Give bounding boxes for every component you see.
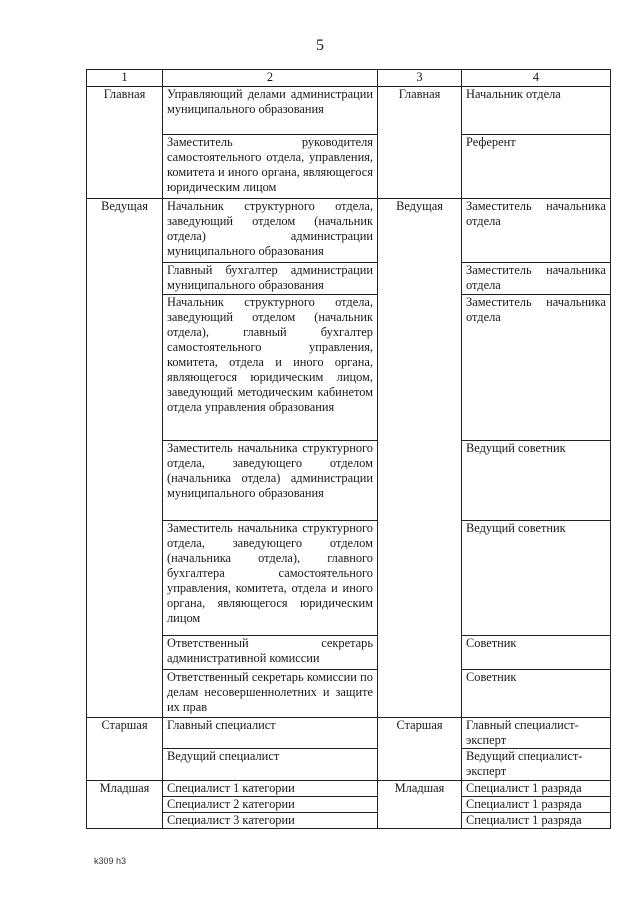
table-row xyxy=(87,813,611,829)
table-row xyxy=(87,670,611,718)
group-cell-col3: Младшая xyxy=(378,781,462,829)
title-cell: Заместитель начальника отдела xyxy=(462,263,611,295)
position-cell: Начальник структурного отдела, заведующий отделом (начальник отдела) администрации муниципального образования xyxy=(163,199,378,263)
title-cell: Советник xyxy=(462,636,611,670)
table-row xyxy=(87,295,611,441)
group-cell: Ведущая xyxy=(87,199,163,718)
table-row xyxy=(87,718,611,749)
table-row xyxy=(87,749,611,781)
title-cell: Специалист 1 разряда xyxy=(462,813,611,829)
table-row xyxy=(87,87,611,135)
position-cell: Заместитель начальника структурного отдела, заведующего отделом (начальника отдела) администрации муниципального образования xyxy=(163,441,378,521)
position-cell: Ответственный секретарь административной комиссии xyxy=(163,636,378,670)
title-cell: Референт xyxy=(462,135,611,199)
title-cell: Ведущий советник xyxy=(462,441,611,521)
position-cell: Главный бухгалтер администрации муниципального образования xyxy=(163,263,378,295)
position-cell: Специалист 2 категории xyxy=(163,797,378,813)
title-cell: Советник xyxy=(462,670,611,718)
position-cell: Главный специалист xyxy=(163,718,378,749)
title-cell: Специалист 1 разряда xyxy=(462,797,611,813)
footer-code: k309 h3 xyxy=(94,856,127,866)
position-cell: Начальник структурного отдела, заведующий отделом (начальник отдела), главный бухгалтер самостоятельного управления, комитета, отдела и иного органа, являющегося юридическим лицом, заведующий методическим кабинетом отдела управления образования xyxy=(163,295,378,441)
position-cell: Ведущий специалист xyxy=(163,749,378,781)
column-header-2: 2 xyxy=(163,70,378,87)
table-row xyxy=(87,521,611,636)
table-row xyxy=(87,263,611,295)
position-cell: Специалист 1 категории xyxy=(163,781,378,797)
positions-table xyxy=(86,69,611,829)
position-cell: Ответственный секретарь комиссии по делам несовершеннолетних и защите их прав xyxy=(163,670,378,718)
title-cell: Специалист 1 разряда xyxy=(462,781,611,797)
column-header-3: 3 xyxy=(378,70,462,87)
group-cell: Старшая xyxy=(87,718,163,781)
title-cell: Начальник отдела xyxy=(462,87,611,135)
group-cell: Младшая xyxy=(87,781,163,829)
table-header-row xyxy=(87,70,611,87)
column-header-1: 1 xyxy=(87,70,163,87)
group-cell: Главная xyxy=(87,87,163,199)
page-number: 5 xyxy=(316,37,324,54)
position-cell: Управляющий делами администрации муниципального образования xyxy=(163,87,378,135)
group-cell-col3: Старшая xyxy=(378,718,462,781)
position-cell: Заместитель руководителя самостоятельного отдела, управления, комитета и иного органа, являющегося юридическим лицом xyxy=(163,135,378,199)
position-cell: Специалист 3 категории xyxy=(163,813,378,829)
group-cell-col3: Главная xyxy=(378,87,462,199)
table-row xyxy=(87,781,611,797)
title-cell: Заместитель начальника отдела xyxy=(462,199,611,263)
title-cell: Главный специалист-эксперт xyxy=(462,718,611,749)
table-row xyxy=(87,135,611,199)
table-row xyxy=(87,441,611,521)
group-cell-col3: Ведущая xyxy=(378,199,462,718)
table-row xyxy=(87,636,611,670)
title-cell: Заместитель начальника отдела xyxy=(462,295,611,441)
table-row xyxy=(87,797,611,813)
table-row xyxy=(87,199,611,263)
title-cell: Ведущий советник xyxy=(462,521,611,636)
column-header-4: 4 xyxy=(462,70,611,87)
title-cell: Ведущий специалист-эксперт xyxy=(462,749,611,781)
position-cell: Заместитель начальника структурного отдела, заведующего отделом (начальника отдела), главного бухгалтера самостоятельного управления, комитета, отдела и иного органа, являющегося юридическим лицом xyxy=(163,521,378,636)
